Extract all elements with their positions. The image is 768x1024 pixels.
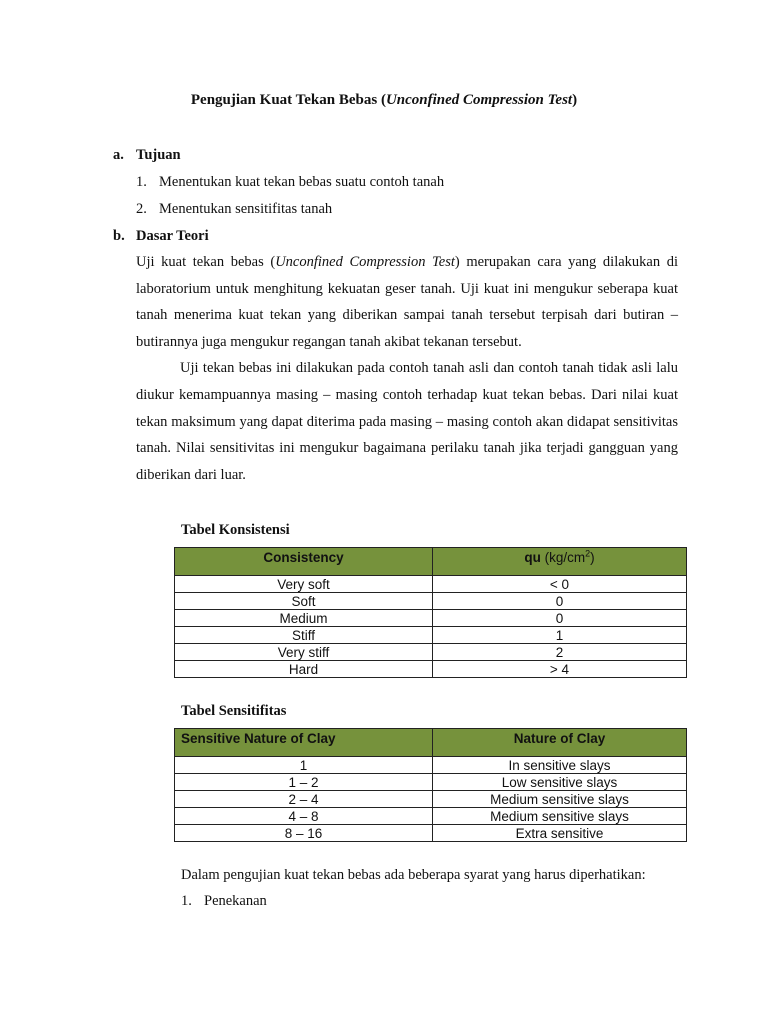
table-cell: Stiff: [175, 627, 433, 644]
table-row: [175, 610, 687, 627]
list-item: [136, 201, 332, 218]
table-header-row: [175, 729, 687, 757]
section-a-title: Tujuan: [136, 147, 181, 163]
table-row: [175, 808, 687, 825]
table-cell: 0: [433, 593, 687, 610]
table-row: [175, 627, 687, 644]
theory-paragraph-2: Uji tekan bebas ini dilakukan pada contoh tanah asli dan contoh tanah tidak asli lalu diukur kemampuannya masing – masing contoh terhadap kuat tekan bebas. Dari nilai kuat tekan maksimum yang dapat diterima pada masing – masing contoh akan didapat sensitivitas tanah. Nilai sensitivitas ini mengukur bagaimana perilaku tanah jika terjadi gangguan yang diberikan dari luar.: [136, 360, 678, 483]
section-b-marker: b.: [113, 228, 125, 244]
table-cell: 4 – 8: [175, 808, 433, 825]
table-cell: 1 – 2: [175, 774, 433, 791]
table-row: [175, 774, 687, 791]
list-item: [181, 893, 267, 910]
table-cell: < 0: [433, 576, 687, 593]
table-row: [175, 661, 687, 678]
section-a-marker: a.: [113, 147, 124, 163]
table-cell: Hard: [175, 661, 433, 678]
section-a-heading: [113, 147, 181, 164]
header-consistency: Consistency: [175, 548, 433, 576]
table-row: [175, 593, 687, 610]
section-b-title: Dasar Teori: [136, 228, 209, 244]
section-b-heading: [113, 228, 209, 245]
list-item-text: Menentukan kuat tekan bebas suatu contoh tanah: [159, 174, 445, 190]
table-header-row: [175, 548, 687, 576]
table-cell: Medium: [175, 610, 433, 627]
header-sensitive-nature: Sensitive Nature of Clay: [175, 729, 433, 757]
table-cell: Medium sensitive slays: [433, 791, 687, 808]
italic-term: Unconfined Compression Test: [275, 254, 455, 270]
table-row: [175, 825, 687, 842]
table-row: [175, 576, 687, 593]
page-title: [0, 92, 768, 109]
table-sensitivity-caption: Tabel Sensitifitas: [181, 703, 287, 719]
table-cell: Extra sensitive: [433, 825, 687, 842]
table-cell: 2: [433, 644, 687, 661]
table-consistency-caption: Tabel Konsistensi: [181, 522, 290, 538]
table-sensitivity: [174, 728, 687, 842]
header-nature-of-clay: Nature of Clay: [433, 729, 687, 757]
closing-text: Dalam pengujian kuat tekan bebas ada beberapa syarat yang harus diperhatikan:: [181, 867, 646, 883]
list-item-text: Menentukan sensitifitas tanah: [159, 201, 333, 217]
table-consistency: [174, 547, 687, 678]
list-marker: 1.: [181, 893, 192, 909]
table-row: [175, 644, 687, 661]
title-prefix: Pengujian Kuat Tekan Bebas (: [190, 92, 386, 108]
theory-paragraph-1: Uji kuat tekan bebas (Unconfined Compression Test) merupakan cara yang dilakukan di laboratorium untuk menghitung kekuatan geser tanah. Uji kuat ini mengukur seberapa kuat tanah menerima kuat tekan yang diberikan sampai tanah tersebut terpisah dari butiran – butirannya juga mengukur regangan tanah akibat tekanan tersebut.: [136, 254, 678, 350]
list-marker: 2.: [136, 201, 147, 217]
table-cell: Medium sensitive slays: [433, 808, 687, 825]
table-row: [175, 757, 687, 774]
theory-body: [136, 249, 678, 488]
list-item-text: Penekanan: [204, 893, 267, 909]
table-cell: 1: [433, 627, 687, 644]
title-italic: Unconfined Compression Test: [385, 92, 573, 108]
table-cell: > 4: [433, 661, 687, 678]
table-cell: Very stiff: [175, 644, 433, 661]
title-suffix: ): [572, 92, 578, 108]
table-row: [175, 791, 687, 808]
table-cell: Low sensitive slays: [433, 774, 687, 791]
table-cell: 1: [175, 757, 433, 774]
table-cell: 2 – 4: [175, 791, 433, 808]
header-qu: qu $(kg/cm^2)$: [433, 548, 687, 576]
list-marker: 1.: [136, 174, 147, 190]
table-cell: 8 – 16: [175, 825, 433, 842]
list-item: [136, 174, 444, 191]
table-cell: Soft: [175, 593, 433, 610]
table-cell: In sensitive slays: [433, 757, 687, 774]
table-cell: Very soft: [175, 576, 433, 593]
table-cell: 0: [433, 610, 687, 627]
